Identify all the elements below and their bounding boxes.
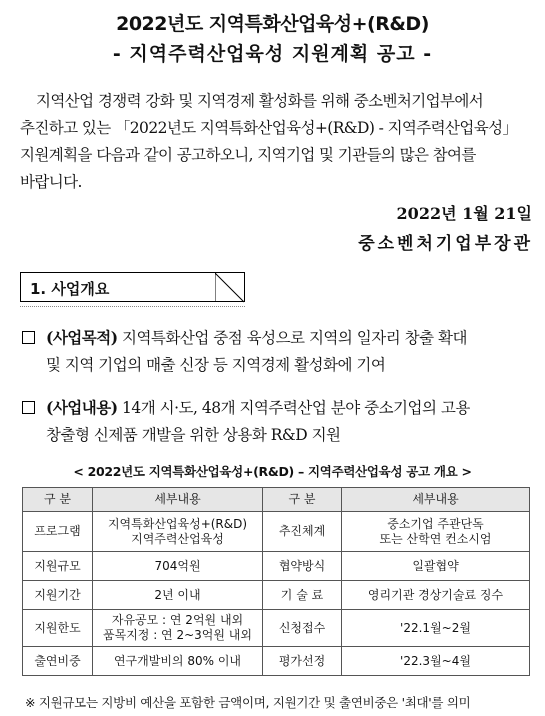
table-value: [93, 512, 263, 552]
bullet-text: 지역특화산업 중점 육성으로 지역의 일자리 창출 확대: [117, 329, 467, 347]
table-key: 추진체계: [263, 512, 342, 552]
table-value: 영리기관 경상기술료 징수: [342, 581, 530, 610]
announcement-date: 2022년 1월 21일: [396, 204, 532, 223]
table-value: 연구개발비의 80% 이내: [93, 647, 263, 676]
document-title: 2022년도 지역특화산업육성+(R&D): [116, 13, 429, 35]
value-line: 자유공모 : 연 2억원 내외: [111, 613, 244, 627]
value-line: 품목지정 : 연 2~3억원 내외: [103, 628, 252, 642]
issuer-name: 중소벤처기업부장관: [358, 234, 533, 254]
bullet-text: 14개 시·도, 48개 지역주력산업 분야 중소기업의 고용: [117, 399, 470, 417]
section-underline: [20, 306, 245, 307]
table-key: 기 술 료: [263, 581, 342, 610]
square-bullet-icon: [22, 331, 35, 344]
table-header-row: [23, 488, 530, 512]
table-key: 지원기간: [23, 581, 93, 610]
overview-table: [22, 487, 530, 676]
table-key: 신청접수: [263, 610, 342, 647]
table-caption: < 2022년도 지역특화산업육성+(R&D) – 지역주력산업육성 공고 개요 >: [73, 464, 472, 479]
bullet-label: (사업내용): [46, 398, 118, 417]
table-row: [23, 647, 530, 676]
table-key: 지원규모: [23, 552, 93, 581]
footnote: ※ 지원규모는 지방비 예산을 포함한 금액이며, 지원기간 및 출연비중은 '최대'를 의미: [25, 695, 471, 710]
table-value: 일괄협약: [342, 552, 530, 581]
intro-line: 바랍니다.: [20, 173, 82, 191]
intro-paragraph: [20, 88, 534, 196]
table-row: [23, 512, 530, 552]
table-key: 출연비중: [23, 647, 93, 676]
value-line: 지역주력산업육성: [131, 531, 224, 546]
bullet-text: 및 지역 기업의 매출 신장 등 지역경제 활성화에 기여: [46, 356, 386, 374]
table-value: 704억원: [93, 552, 263, 581]
intro-line: 추진하고 있는 「2022년도 지역특화산업육성+(R&D) - 지역주력산업육성」: [20, 119, 518, 137]
table-value: [342, 512, 530, 552]
bullet-label: (사업목적): [46, 328, 118, 347]
intro-line: 지역산업 경쟁력 강화 및 지역경제 활성화를 위해 중소벤처기업부에서: [36, 92, 484, 110]
table-value: 2년 이내: [93, 581, 263, 610]
intro-line: 지원계획을 다음과 같이 공고하오니, 지역기업 및 기관들의 많은 참여를: [20, 146, 476, 164]
value-line: 중소기업 주관단독: [387, 516, 484, 531]
table-key: 협약방식: [263, 552, 342, 581]
table-header: 구 분: [23, 488, 93, 512]
table-value: '22.1월~2월: [342, 610, 530, 647]
table-value: '22.3월~4월: [342, 647, 530, 676]
table-key: 프로그램: [23, 512, 93, 552]
corner-fold-icon: [215, 272, 245, 303]
bullet-content: [22, 394, 537, 449]
square-bullet-icon: [22, 401, 35, 414]
table-header: 세부내용: [93, 488, 263, 512]
bullet-text: 창출형 신제품 개발을 위한 상용화 R&D 지원: [46, 426, 341, 444]
table-row: [23, 581, 530, 610]
table-value: [93, 610, 263, 647]
value-line: 지역특화산업육성+(R&D): [107, 516, 248, 531]
document-subtitle: - 지역주력산업육성 지원계획 공고 -: [112, 43, 433, 65]
table-key: 지원한도: [23, 610, 93, 647]
value-line: 또는 산학연 컨소시엄: [379, 531, 492, 546]
section-title: 1. 사업개요: [30, 280, 110, 298]
table-row: [23, 552, 530, 581]
table-key: 평가선정: [263, 647, 342, 676]
table-row: [23, 610, 530, 647]
table-header: 구 분: [263, 488, 342, 512]
table-header: 세부내용: [342, 488, 530, 512]
bullet-purpose: [22, 324, 537, 379]
